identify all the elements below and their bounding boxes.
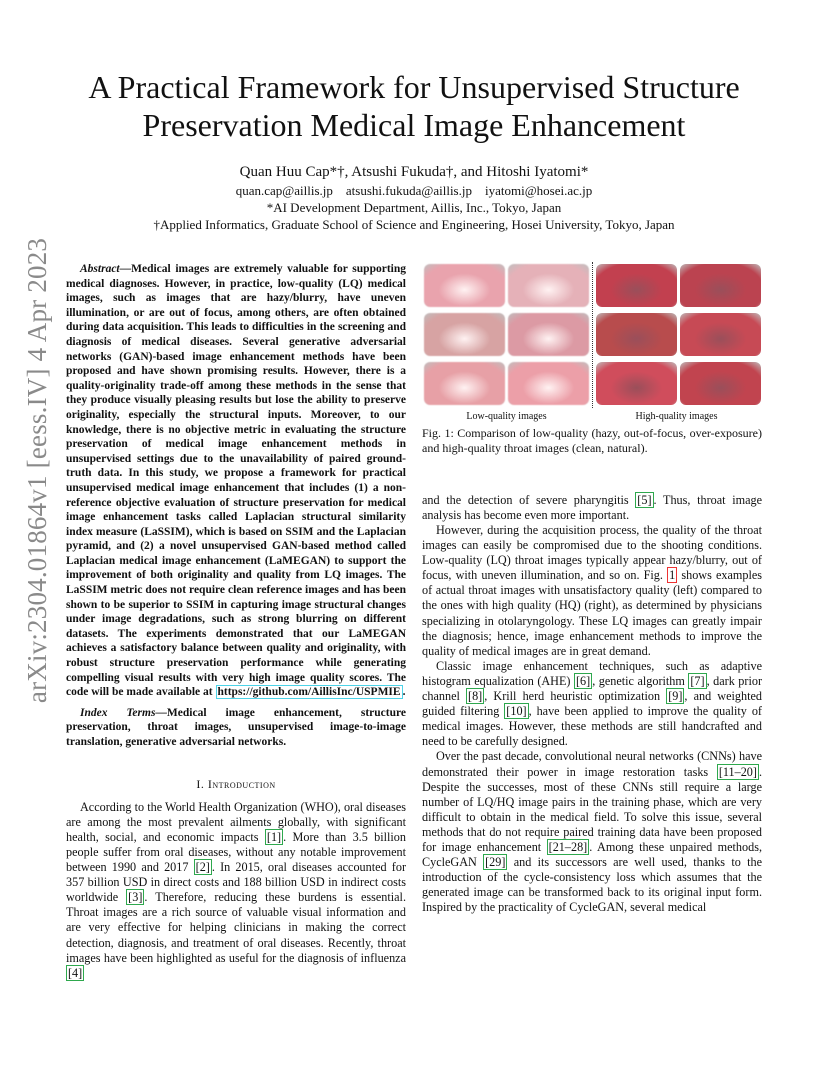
body-text: , genetic algorithm xyxy=(592,673,689,688)
left-column xyxy=(66,262,406,981)
body-paragraph xyxy=(422,659,762,750)
figure-throat-comparison xyxy=(422,262,762,422)
body-text: Over the past decade, convolutional neural networks (CNNs) have demonstrated their power in image restoration tasks xyxy=(422,749,762,779)
high-quality-throat-image xyxy=(680,362,761,405)
body-text: , have been applied to improve the quality of medical images. However, these methods are still handcrafted and need to be carefully designed. xyxy=(422,704,762,749)
body-text: shows examples of actual throat images with unsatisfactory quality (left) compared to the ones with high quality (HQ) (right), as determined by physicians specializing in otolaryngology. These LQ images can greatly impair the diagnosis; hence, image enhancement methods to improve the quality of medical images are in great demand. xyxy=(422,568,762,658)
figure-label-high-quality: High-quality images xyxy=(635,411,718,422)
low-quality-throat-image xyxy=(424,264,505,307)
affiliation-hosei: †Applied Informatics, Graduate School of Science and Engineering, Hosei University, Tokyo, Japan xyxy=(153,217,675,232)
body-text: Classic image enhancement techniques, such as adaptive histogram equalization (AHE) xyxy=(422,658,762,688)
affiliation-aillis: *AI Development Department, Aillis, Inc., Tokyo, Japan xyxy=(266,200,562,215)
low-quality-throat-image xyxy=(424,362,505,405)
intro-text-1: According to the World Health Organization (WHO), oral diseases are among the most prevalent ailments globally, with significant health, social, and economic impacts xyxy=(66,799,406,844)
index-terms-text: —Medical image enhancement, structure preservation, throat images, unsupervised image-to-image translation, generative adversarial networks. xyxy=(66,706,406,748)
high-quality-throat-image xyxy=(596,362,677,405)
body-text: and its successors are well used, thanks to the introduction of the cycle-consistency loss which assumes that the generated image can be transformed back to its original input form. Inspired by the practicality of CycleGAN, several medical xyxy=(422,855,762,915)
figure-label-low-quality: Low-quality images xyxy=(466,411,547,422)
citation-link[interactable]: [11–20] xyxy=(718,764,757,779)
low-quality-throat-image xyxy=(508,362,589,405)
body-text: and the detection of severe pharyngitis xyxy=(422,492,636,507)
low-quality-throat-image xyxy=(508,264,589,307)
low-quality-throat-image xyxy=(424,313,505,356)
high-quality-throat-image xyxy=(680,313,761,356)
index-terms xyxy=(66,706,406,750)
index-terms-lead: Index Terms xyxy=(80,706,156,719)
high-quality-throat-image xyxy=(680,264,761,307)
body-text: . Despite the successes, most of these CNNs still require a large number of LQ/HQ image pairs in the training phase, which are very difficult to obtain in the medical field. To solve this issue, several methods that do not require paired training data have been proposed for image enhancement xyxy=(422,764,762,854)
citation-link[interactable]: [21–28] xyxy=(548,839,588,854)
body-text: However, during the acquisition process, the quality of the throat images can easily be compromised due to the shooting conditions. Low-quality (LQ) throat images typically appear hazy/blurry, out of focus, with uneven illumination, and so on. Fig. xyxy=(422,523,762,583)
high-quality-throat-image xyxy=(596,264,677,307)
citation-link[interactable]: [1] xyxy=(266,829,282,844)
right-body-text xyxy=(422,493,762,916)
arxiv-identifier-stamp xyxy=(18,237,58,703)
abstract-text: —Medical images are extremely valuable for supporting medical diagnoses. However, in practice, low-quality (LQ) medical images, such as images that are hazy/blurry, have uneven illumination, or are out of focus, among others, are often obtained during data acquisition. This leads to difficulties in the screening and diagnosis of medical diseases. Several generative adversarial networks (GAN)-based image enhancement methods have been proposed and have shown promising results. However, there is a quality-originality trade-off among these methods in the sense that they produce visually pleasing results but lose the ability to preserve originality, especially the structural inputs. Moreover, to our knowledge, there is no objective metric in evaluating the structure preservation of medical image enhancement methods in unsupervised settings due to the unavailability of paired ground-truth data. In this study, we propose a framework for practical unsupervised medical image enhancement that includes (1) a non-reference objective evaluation of structure preservation for medical image enhancement tasks called Laplacian structural similarity index measure (LaSSIM), which is based on SSIM and the Laplacian pyramid, and (2) a novel unsupervised GAN-based method called Laplacian medical image enhancement (LaMEGAN) to support the improvement of both originality and quality from LQ images. The LaSSIM metric does not require clean reference images and has been shown to be superior to SSIM in capturing image structural changes under image degradations, such as strong blurring on different datasets. The experiments demonstrated that our LaMEGAN achieves a satisfactory balance between quality and originality, with robust structure preservation performance while generating compelling visual results with very high image quality scores. The code will be made available at xyxy=(66,263,406,699)
citation-link[interactable]: [4] xyxy=(68,965,83,980)
citation-link[interactable]: [9] xyxy=(668,689,683,704)
figure-reference-link[interactable]: 1 xyxy=(669,568,676,583)
abstract xyxy=(66,262,406,700)
abstract-lead: Abstract xyxy=(80,263,120,275)
citation-link[interactable]: [8] xyxy=(468,689,483,704)
body-text: , dark prior channel xyxy=(422,673,763,704)
author-block xyxy=(60,163,768,233)
body-text: , Krill herd heuristic optimization xyxy=(484,689,667,704)
right-column xyxy=(422,262,762,915)
arxiv-identifier-text: arXiv:2304.01864v1 [eess.IV] 4 Apr 2023 xyxy=(22,237,53,703)
body-text: . Among these unpaired methods, CycleGAN xyxy=(422,839,763,870)
citation-link[interactable]: [6] xyxy=(576,673,591,688)
low-quality-throat-image xyxy=(508,313,589,356)
section-name: Introduction xyxy=(207,776,276,791)
author-emails: quan.cap@aillis.jp atsushi.fukuda@aillis.jp iyatomi@hosei.ac.jp xyxy=(235,183,593,198)
intro-text-3: . In 2015, oral diseases accounted for 357 billion USD in direct costs and 188 billion USD in indirect costs worldwide xyxy=(66,860,406,905)
citation-link[interactable]: [3] xyxy=(128,890,143,905)
figure-divider xyxy=(592,262,593,408)
figure-caption: Fig. 1: Comparison of low-quality (hazy, out-of-focus, over-exposure) and high-quality throat images (clean, natural). xyxy=(422,426,762,456)
intro-text-4: . Therefore, reducing these burdens is essential. Throat images are a rich source of valuable visual information and are very effective for helping clinicians in making the correct detection, diagnosis, and treatment of oral diseases. Recently, throat images have been highlighted as useful for the diagnosis of influenza xyxy=(66,890,406,965)
citation-link[interactable]: [7] xyxy=(690,673,705,688)
citation-link[interactable]: [5] xyxy=(637,492,652,507)
citation-link[interactable]: [29] xyxy=(485,855,506,870)
body-text: . Thus, throat image analysis has become even more important. xyxy=(422,492,762,522)
author-names: Quan Huu Cap*†, Atsushi Fukuda†, and Hitoshi Iyatomi* xyxy=(239,164,589,180)
citation-link[interactable]: [10] xyxy=(506,704,527,719)
body-paragraph xyxy=(422,523,762,659)
citation-link[interactable]: [2] xyxy=(195,860,210,875)
code-repository-link[interactable]: https://github.com/AillisInc/USPMIE xyxy=(217,686,401,699)
section-number: I. xyxy=(196,776,208,791)
high-quality-throat-image xyxy=(596,313,677,356)
paper-title: A Practical Framework for Unsupervised Structure Preservation Medical Image Enhancement xyxy=(88,69,740,143)
body-paragraph xyxy=(422,749,762,915)
section-heading-introduction xyxy=(66,777,406,792)
intro-text-2: . More than 3.5 billion people suffer from oral diseases, without any notable improvement between 1990 and 2017 xyxy=(66,829,406,875)
body-text: , and weighted guided filtering xyxy=(422,689,762,719)
body-paragraph xyxy=(422,493,762,523)
intro-paragraph xyxy=(66,800,406,981)
abstract-end: . xyxy=(402,686,406,699)
